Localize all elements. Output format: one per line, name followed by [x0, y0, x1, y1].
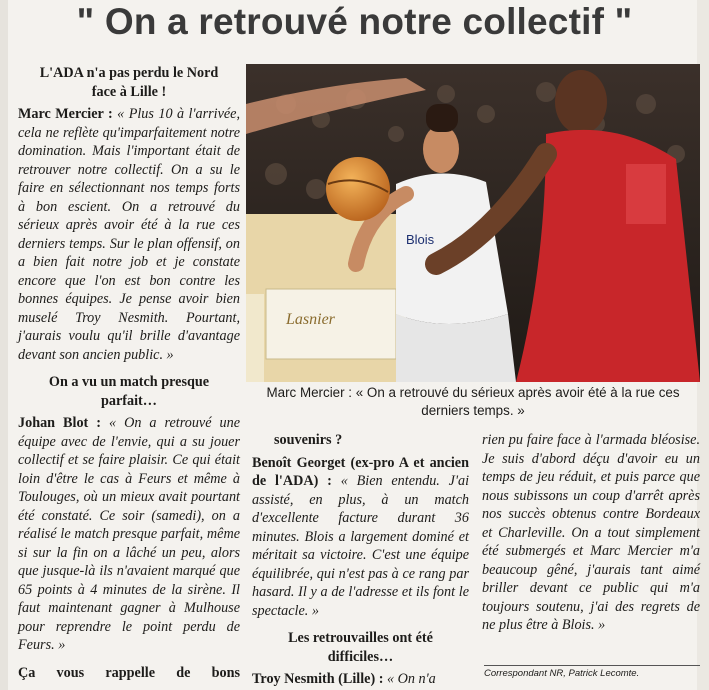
basketball-photo-illustration [246, 64, 700, 382]
credit-divider [484, 665, 700, 666]
article-column-1 [18, 64, 240, 682]
quote-text: rien pu faire face à l'armada bléosise. Je suis d'abord déçu d'avoir eu un temps de jeu réduit, et puis parce que nous subissons un coup d'arrêt après nos succès obtenus contre Bordeaux et Charleville. On a tout simplement été submergés et Marc Mercier m'a beaucoup gêné, j'aurais tant aimé briller devant ce public qui m'a toujours soutenu, j'ai des regrets de ne plus être à Blois. » [482, 432, 700, 633]
article-photo [246, 64, 700, 382]
photo-credit: Correspondant NR, Patrick Lecomte. [484, 668, 640, 679]
answer-paragraph [252, 454, 469, 621]
article-column-3 [482, 431, 700, 635]
speaker-name: Benoît Georget (ex-pro A et ancien de l'ADA) : [252, 454, 469, 489]
answer-paragraph [482, 431, 700, 635]
quote-text: « Bien entendu. J'ai assisté, en plus, à un match d'excellente facture durant 36 minutes. Blois a largement dominé et méritait sa victoire. C'est une équipe équilibrée, qui n'est pas à ce rang par hasard. Il y a de l'adresse et ils font le spectacle. » [252, 473, 470, 619]
quote-text: « On n'a [387, 671, 436, 687]
article-column-2 [252, 431, 469, 689]
speaker-name: Johan Blot : [18, 415, 101, 431]
question-title: Les retrouvailles ont été difficiles… [288, 630, 433, 665]
ad-board-text: Lasnier [286, 311, 335, 328]
photo-caption: Marc Mercier : « On a retrouvé du sérieux après avoir été à la rue ces derniers temps. » [266, 385, 680, 418]
jersey-text: Blois [406, 232, 435, 247]
answer-paragraph [18, 414, 240, 655]
question-title: souvenirs ? [274, 432, 343, 448]
quote-text: « On a retrouvé une équipe avec de l'envie, qui a su jouer collectif et se faire plaisir. Ce qui était loin d'être le cas à Feurs et même à Toulouges, où un mieux avait pourtant été constaté. Ce soir (samedi), on a réalisé le match presque parfait, même si sur la fin on a lâché un peu, alors que jusque-là ils n'avaient marqué que 65 points à 4 minutes de la sirène. Il faut maintenant gagner à Mulhouse pour reprendre le point perdu de Feurs. » [18, 415, 240, 653]
question-title: Ça vous rappelle de bons [18, 664, 240, 681]
speaker-name: Marc Mercier : [18, 106, 113, 122]
question-title: On a vu un match presque parfait… [48, 374, 210, 409]
question-title: L'ADA n'a pas perdu le Nord face à Lille ! [39, 65, 219, 100]
answer-paragraph [18, 105, 240, 364]
page-left-edge [0, 0, 8, 690]
article-headline: " On a retrouvé notre collectif " [76, 1, 633, 42]
quote-text: « Plus 10 à l'arrivée, cela ne reflète qu'imparfaitement notre domination. Mais l'important était de retrouver notre collectif. On a su le faire en sélectionnant nos temps forts à bon escient. On a retrouvé du sérieux après avoir été à la rue ces derniers temps. Sur le plan offensif, on a bien fait notre job et je constate encore que l'on est bon contre les bonnes équipes. Je pense avoir bien muselé Troy Nesmith. Pourtant, j'aurais voulu qu'il brille d'avantage devant son ancien public. » [18, 106, 241, 363]
answer-paragraph [252, 670, 469, 689]
speaker-name: Troy Nesmith (Lille) : [252, 671, 384, 687]
